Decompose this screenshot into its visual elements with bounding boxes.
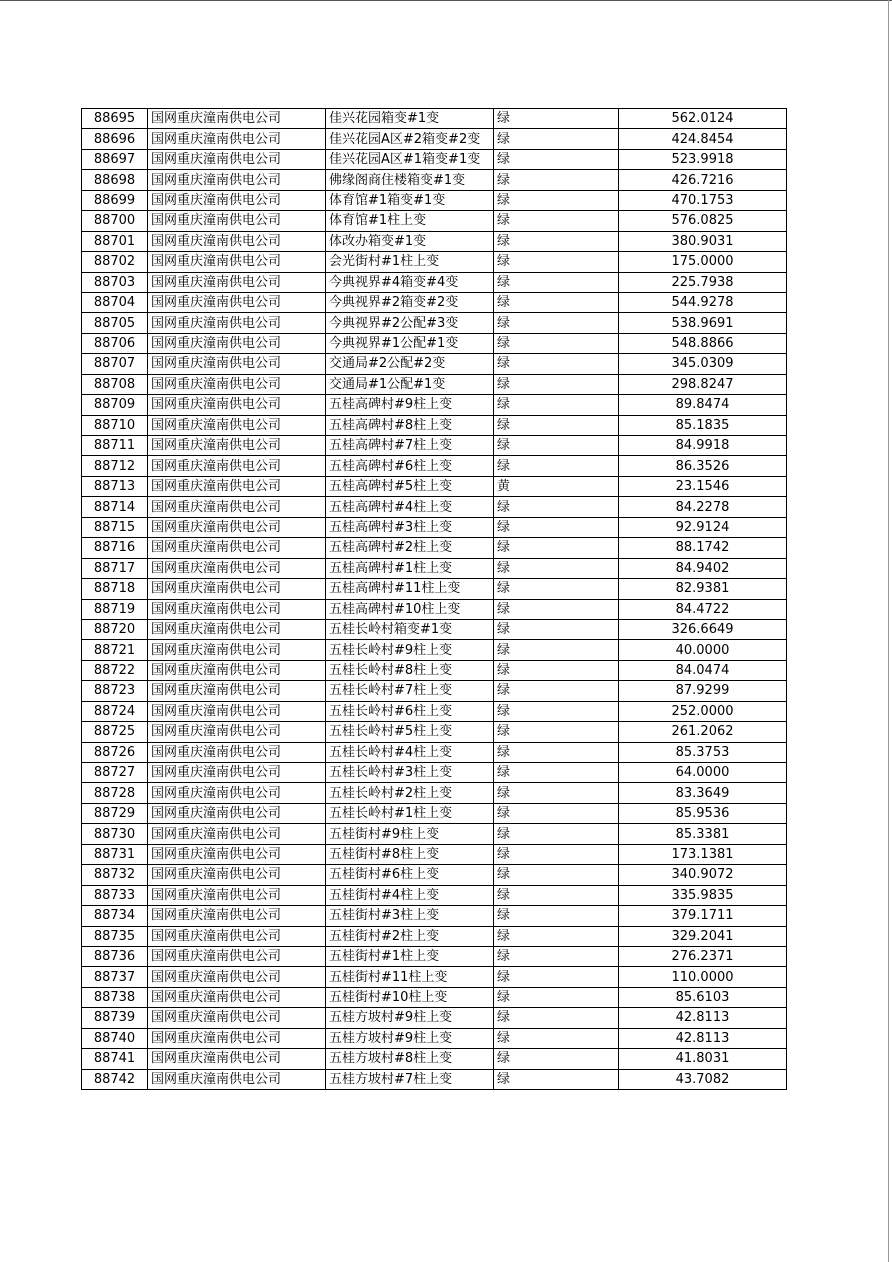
company-cell: 国网重庆潼南供电公司 — [148, 946, 326, 966]
row-id-cell: 88738 — [82, 987, 148, 1007]
station-name-cell: 五桂长岭村#7柱上变 — [326, 681, 494, 701]
value-cell: 175.0000 — [619, 252, 787, 272]
company-cell: 国网重庆潼南供电公司 — [148, 1008, 326, 1028]
value-cell: 88.1742 — [619, 538, 787, 558]
station-name-cell: 五桂街村#4柱上变 — [326, 885, 494, 905]
row-id-cell: 88741 — [82, 1049, 148, 1069]
value-cell: 85.6103 — [619, 987, 787, 1007]
status-cell: 绿 — [494, 660, 619, 680]
row-id-cell: 88742 — [82, 1069, 148, 1089]
table-row — [82, 844, 787, 864]
table-row — [82, 824, 787, 844]
company-cell: 国网重庆潼南供电公司 — [148, 660, 326, 680]
station-name-cell: 交通局#1公配#1变 — [326, 374, 494, 394]
value-cell: 548.8866 — [619, 333, 787, 353]
value-cell: 544.9278 — [619, 292, 787, 312]
station-name-cell: 五桂高碑村#7柱上变 — [326, 436, 494, 456]
value-cell: 85.1835 — [619, 415, 787, 435]
value-cell: 84.2278 — [619, 497, 787, 517]
page-top-border — [0, 0, 892, 1]
value-cell: 424.8454 — [619, 129, 787, 149]
value-cell: 340.9072 — [619, 865, 787, 885]
station-name-cell: 今典视界#2箱变#2变 — [326, 292, 494, 312]
status-cell: 绿 — [494, 742, 619, 762]
status-cell: 绿 — [494, 1008, 619, 1028]
company-cell: 国网重庆潼南供电公司 — [148, 1049, 326, 1069]
company-cell: 国网重庆潼南供电公司 — [148, 906, 326, 926]
company-cell: 国网重庆潼南供电公司 — [148, 926, 326, 946]
station-name-cell: 今典视界#4箱变#4变 — [326, 272, 494, 292]
row-id-cell: 88696 — [82, 129, 148, 149]
station-name-cell: 五桂长岭村#2柱上变 — [326, 783, 494, 803]
row-id-cell: 88695 — [82, 109, 148, 129]
row-id-cell: 88717 — [82, 558, 148, 578]
value-cell: 85.9536 — [619, 803, 787, 823]
table-row — [82, 456, 787, 476]
row-id-cell: 88705 — [82, 313, 148, 333]
station-name-cell: 五桂长岭村#9柱上变 — [326, 640, 494, 660]
station-name-cell: 五桂长岭村#8柱上变 — [326, 660, 494, 680]
table-row — [82, 170, 787, 190]
status-cell: 绿 — [494, 415, 619, 435]
status-cell: 绿 — [494, 538, 619, 558]
station-name-cell: 佳兴花园A区#1箱变#1变 — [326, 149, 494, 169]
company-cell: 国网重庆潼南供电公司 — [148, 701, 326, 721]
status-cell: 绿 — [494, 190, 619, 210]
value-cell: 85.3753 — [619, 742, 787, 762]
status-cell: 绿 — [494, 865, 619, 885]
company-cell: 国网重庆潼南供电公司 — [148, 456, 326, 476]
status-cell: 黄 — [494, 476, 619, 496]
table-row — [82, 497, 787, 517]
status-cell: 绿 — [494, 1028, 619, 1048]
row-id-cell: 88734 — [82, 906, 148, 926]
company-cell: 国网重庆潼南供电公司 — [148, 231, 326, 251]
status-cell: 绿 — [494, 558, 619, 578]
station-name-cell: 五桂长岭村#6柱上变 — [326, 701, 494, 721]
value-cell: 41.8031 — [619, 1049, 787, 1069]
company-cell: 国网重庆潼南供电公司 — [148, 803, 326, 823]
company-cell: 国网重庆潼南供电公司 — [148, 558, 326, 578]
table-row — [82, 354, 787, 374]
company-cell: 国网重庆潼南供电公司 — [148, 292, 326, 312]
table-row — [82, 579, 787, 599]
value-cell: 470.1753 — [619, 190, 787, 210]
company-cell: 国网重庆潼南供电公司 — [148, 1028, 326, 1048]
company-cell: 国网重庆潼南供电公司 — [148, 190, 326, 210]
value-cell: 83.3649 — [619, 783, 787, 803]
status-cell: 绿 — [494, 885, 619, 905]
company-cell: 国网重庆潼南供电公司 — [148, 517, 326, 537]
table-row — [82, 436, 787, 456]
value-cell: 84.9918 — [619, 436, 787, 456]
transformer-table — [81, 108, 787, 1090]
row-id-cell: 88708 — [82, 374, 148, 394]
company-cell: 国网重庆潼南供电公司 — [148, 599, 326, 619]
row-id-cell: 88737 — [82, 967, 148, 987]
table-row — [82, 803, 787, 823]
table-row — [82, 763, 787, 783]
value-cell: 84.0474 — [619, 660, 787, 680]
table-body — [82, 109, 787, 1090]
value-cell: 92.9124 — [619, 517, 787, 537]
row-id-cell: 88720 — [82, 619, 148, 639]
value-cell: 64.0000 — [619, 763, 787, 783]
table-row — [82, 1069, 787, 1089]
station-name-cell: 五桂长岭村箱变#1变 — [326, 619, 494, 639]
status-cell: 绿 — [494, 313, 619, 333]
row-id-cell: 88739 — [82, 1008, 148, 1028]
table-row — [82, 1049, 787, 1069]
value-cell: 380.9031 — [619, 231, 787, 251]
table-row — [82, 333, 787, 353]
company-cell: 国网重庆潼南供电公司 — [148, 313, 326, 333]
table-row — [82, 538, 787, 558]
company-cell: 国网重庆潼南供电公司 — [148, 497, 326, 517]
row-id-cell: 88710 — [82, 415, 148, 435]
company-cell: 国网重庆潼南供电公司 — [148, 211, 326, 231]
status-cell: 绿 — [494, 272, 619, 292]
row-id-cell: 88718 — [82, 579, 148, 599]
status-cell: 绿 — [494, 109, 619, 129]
station-name-cell: 体育馆#1柱上变 — [326, 211, 494, 231]
row-id-cell: 88735 — [82, 926, 148, 946]
value-cell: 82.9381 — [619, 579, 787, 599]
status-cell: 绿 — [494, 354, 619, 374]
row-id-cell: 88728 — [82, 783, 148, 803]
company-cell: 国网重庆潼南供电公司 — [148, 742, 326, 762]
table-row — [82, 313, 787, 333]
table-row — [82, 722, 787, 742]
row-id-cell: 88714 — [82, 497, 148, 517]
row-id-cell: 88740 — [82, 1028, 148, 1048]
table-row — [82, 640, 787, 660]
station-name-cell: 五桂街村#1柱上变 — [326, 946, 494, 966]
company-cell: 国网重庆潼南供电公司 — [148, 149, 326, 169]
station-name-cell: 五桂街村#10柱上变 — [326, 987, 494, 1007]
company-cell: 国网重庆潼南供电公司 — [148, 865, 326, 885]
station-name-cell: 体改办箱变#1变 — [326, 231, 494, 251]
status-cell: 绿 — [494, 129, 619, 149]
status-cell: 绿 — [494, 1069, 619, 1089]
status-cell: 绿 — [494, 967, 619, 987]
value-cell: 85.3381 — [619, 824, 787, 844]
value-cell: 538.9691 — [619, 313, 787, 333]
table-row — [82, 967, 787, 987]
row-id-cell: 88698 — [82, 170, 148, 190]
row-id-cell: 88712 — [82, 456, 148, 476]
status-cell: 绿 — [494, 844, 619, 864]
station-name-cell: 五桂街村#2柱上变 — [326, 926, 494, 946]
company-cell: 国网重庆潼南供电公司 — [148, 109, 326, 129]
status-cell: 绿 — [494, 803, 619, 823]
table-row — [82, 906, 787, 926]
table-row — [82, 129, 787, 149]
company-cell: 国网重庆潼南供电公司 — [148, 844, 326, 864]
status-cell: 绿 — [494, 599, 619, 619]
station-name-cell: 五桂方坡村#8柱上变 — [326, 1049, 494, 1069]
status-cell: 绿 — [494, 333, 619, 353]
status-cell: 绿 — [494, 395, 619, 415]
table-row — [82, 599, 787, 619]
table-row — [82, 149, 787, 169]
station-name-cell: 五桂长岭村#5柱上变 — [326, 722, 494, 742]
station-name-cell: 佳兴花园A区#2箱变#2变 — [326, 129, 494, 149]
value-cell: 110.0000 — [619, 967, 787, 987]
value-cell: 86.3526 — [619, 456, 787, 476]
table-row — [82, 109, 787, 129]
station-name-cell: 五桂高碑村#6柱上变 — [326, 456, 494, 476]
value-cell: 252.0000 — [619, 701, 787, 721]
value-cell: 42.8113 — [619, 1008, 787, 1028]
value-cell: 298.8247 — [619, 374, 787, 394]
value-cell: 329.2041 — [619, 926, 787, 946]
table-row — [82, 783, 787, 803]
row-id-cell: 88702 — [82, 252, 148, 272]
station-name-cell: 五桂高碑村#5柱上变 — [326, 476, 494, 496]
table-row — [82, 660, 787, 680]
row-id-cell: 88730 — [82, 824, 148, 844]
row-id-cell: 88709 — [82, 395, 148, 415]
value-cell: 523.9918 — [619, 149, 787, 169]
company-cell: 国网重庆潼南供电公司 — [148, 395, 326, 415]
station-name-cell: 五桂高碑村#2柱上变 — [326, 538, 494, 558]
status-cell: 绿 — [494, 824, 619, 844]
row-id-cell: 88719 — [82, 599, 148, 619]
station-name-cell: 五桂长岭村#1柱上变 — [326, 803, 494, 823]
table-row — [82, 374, 787, 394]
company-cell: 国网重庆潼南供电公司 — [148, 538, 326, 558]
status-cell: 绿 — [494, 763, 619, 783]
company-cell: 国网重庆潼南供电公司 — [148, 885, 326, 905]
table-row — [82, 926, 787, 946]
table-row — [82, 415, 787, 435]
status-cell: 绿 — [494, 252, 619, 272]
company-cell: 国网重庆潼南供电公司 — [148, 333, 326, 353]
value-cell: 426.7216 — [619, 170, 787, 190]
value-cell: 23.1546 — [619, 476, 787, 496]
station-name-cell: 五桂街村#11柱上变 — [326, 967, 494, 987]
company-cell: 国网重庆潼南供电公司 — [148, 476, 326, 496]
status-cell: 绿 — [494, 783, 619, 803]
status-cell: 绿 — [494, 1049, 619, 1069]
station-name-cell: 今典视界#2公配#3变 — [326, 313, 494, 333]
status-cell: 绿 — [494, 456, 619, 476]
station-name-cell: 五桂方坡村#9柱上变 — [326, 1008, 494, 1028]
row-id-cell: 88721 — [82, 640, 148, 660]
status-cell: 绿 — [494, 211, 619, 231]
company-cell: 国网重庆潼南供电公司 — [148, 824, 326, 844]
status-cell: 绿 — [494, 987, 619, 1007]
status-cell: 绿 — [494, 946, 619, 966]
table-row — [82, 252, 787, 272]
station-name-cell: 五桂高碑村#3柱上变 — [326, 517, 494, 537]
table-row — [82, 885, 787, 905]
company-cell: 国网重庆潼南供电公司 — [148, 579, 326, 599]
table-row — [82, 1008, 787, 1028]
company-cell: 国网重庆潼南供电公司 — [148, 681, 326, 701]
company-cell: 国网重庆潼南供电公司 — [148, 436, 326, 456]
value-cell: 562.0124 — [619, 109, 787, 129]
status-cell: 绿 — [494, 497, 619, 517]
company-cell: 国网重庆潼南供电公司 — [148, 170, 326, 190]
company-cell: 国网重庆潼南供电公司 — [148, 272, 326, 292]
table-row — [82, 742, 787, 762]
row-id-cell: 88713 — [82, 476, 148, 496]
station-name-cell: 五桂高碑村#10柱上变 — [326, 599, 494, 619]
station-name-cell: 佳兴花园箱变#1变 — [326, 109, 494, 129]
table-row — [82, 395, 787, 415]
status-cell: 绿 — [494, 681, 619, 701]
status-cell: 绿 — [494, 292, 619, 312]
row-id-cell: 88715 — [82, 517, 148, 537]
row-id-cell: 88707 — [82, 354, 148, 374]
table-row — [82, 272, 787, 292]
station-name-cell: 今典视界#1公配#1变 — [326, 333, 494, 353]
table-row — [82, 211, 787, 231]
status-cell: 绿 — [494, 149, 619, 169]
table-row — [82, 681, 787, 701]
station-name-cell: 五桂街村#3柱上变 — [326, 906, 494, 926]
company-cell: 国网重庆潼南供电公司 — [148, 374, 326, 394]
row-id-cell: 88726 — [82, 742, 148, 762]
company-cell: 国网重庆潼南供电公司 — [148, 763, 326, 783]
row-id-cell: 88736 — [82, 946, 148, 966]
station-name-cell: 交通局#2公配#2变 — [326, 354, 494, 374]
station-name-cell: 五桂长岭村#4柱上变 — [326, 742, 494, 762]
value-cell: 84.4722 — [619, 599, 787, 619]
status-cell: 绿 — [494, 906, 619, 926]
status-cell: 绿 — [494, 231, 619, 251]
value-cell: 43.7082 — [619, 1069, 787, 1089]
value-cell: 335.9835 — [619, 885, 787, 905]
status-cell: 绿 — [494, 374, 619, 394]
row-id-cell: 88703 — [82, 272, 148, 292]
status-cell: 绿 — [494, 701, 619, 721]
row-id-cell: 88701 — [82, 231, 148, 251]
table-row — [82, 231, 787, 251]
station-name-cell: 体育馆#1箱变#1变 — [326, 190, 494, 210]
station-name-cell: 五桂高碑村#9柱上变 — [326, 395, 494, 415]
value-cell: 173.1381 — [619, 844, 787, 864]
company-cell: 国网重庆潼南供电公司 — [148, 722, 326, 742]
table-row — [82, 190, 787, 210]
table-row — [82, 946, 787, 966]
row-id-cell: 88700 — [82, 211, 148, 231]
table-row — [82, 292, 787, 312]
value-cell: 84.9402 — [619, 558, 787, 578]
row-id-cell: 88697 — [82, 149, 148, 169]
value-cell: 40.0000 — [619, 640, 787, 660]
value-cell: 345.0309 — [619, 354, 787, 374]
company-cell: 国网重庆潼南供电公司 — [148, 129, 326, 149]
status-cell: 绿 — [494, 722, 619, 742]
company-cell: 国网重庆潼南供电公司 — [148, 967, 326, 987]
value-cell: 42.8113 — [619, 1028, 787, 1048]
station-name-cell: 五桂长岭村#3柱上变 — [326, 763, 494, 783]
value-cell: 225.7938 — [619, 272, 787, 292]
row-id-cell: 88706 — [82, 333, 148, 353]
station-name-cell: 五桂高碑村#11柱上变 — [326, 579, 494, 599]
row-id-cell: 88704 — [82, 292, 148, 312]
station-name-cell: 五桂街村#6柱上变 — [326, 865, 494, 885]
row-id-cell: 88699 — [82, 190, 148, 210]
value-cell: 576.0825 — [619, 211, 787, 231]
company-cell: 国网重庆潼南供电公司 — [148, 354, 326, 374]
table-row — [82, 701, 787, 721]
table-row — [82, 619, 787, 639]
row-id-cell: 88724 — [82, 701, 148, 721]
row-id-cell: 88729 — [82, 803, 148, 823]
table-row — [82, 987, 787, 1007]
row-id-cell: 88733 — [82, 885, 148, 905]
station-name-cell: 五桂高碑村#1柱上变 — [326, 558, 494, 578]
company-cell: 国网重庆潼南供电公司 — [148, 1069, 326, 1089]
status-cell: 绿 — [494, 436, 619, 456]
row-id-cell: 88727 — [82, 763, 148, 783]
value-cell: 326.6649 — [619, 619, 787, 639]
page-right-border — [888, 0, 889, 1262]
company-cell: 国网重庆潼南供电公司 — [148, 783, 326, 803]
value-cell: 276.2371 — [619, 946, 787, 966]
station-name-cell: 会光街村#1柱上变 — [326, 252, 494, 272]
station-name-cell: 五桂方坡村#9柱上变 — [326, 1028, 494, 1048]
row-id-cell: 88716 — [82, 538, 148, 558]
row-id-cell: 88731 — [82, 844, 148, 864]
station-name-cell: 五桂街村#8柱上变 — [326, 844, 494, 864]
company-cell: 国网重庆潼南供电公司 — [148, 252, 326, 272]
station-name-cell: 五桂方坡村#7柱上变 — [326, 1069, 494, 1089]
station-name-cell: 佛缘阁商住楼箱变#1变 — [326, 170, 494, 190]
company-cell: 国网重庆潼南供电公司 — [148, 619, 326, 639]
row-id-cell: 88725 — [82, 722, 148, 742]
company-cell: 国网重庆潼南供电公司 — [148, 640, 326, 660]
row-id-cell: 88722 — [82, 660, 148, 680]
value-cell: 379.1711 — [619, 906, 787, 926]
station-name-cell: 五桂高碑村#4柱上变 — [326, 497, 494, 517]
value-cell: 261.2062 — [619, 722, 787, 742]
station-name-cell: 五桂高碑村#8柱上变 — [326, 415, 494, 435]
status-cell: 绿 — [494, 517, 619, 537]
table-row — [82, 476, 787, 496]
table-row — [82, 517, 787, 537]
company-cell: 国网重庆潼南供电公司 — [148, 987, 326, 1007]
status-cell: 绿 — [494, 170, 619, 190]
table-row — [82, 1028, 787, 1048]
row-id-cell: 88711 — [82, 436, 148, 456]
table-row — [82, 865, 787, 885]
company-cell: 国网重庆潼南供电公司 — [148, 415, 326, 435]
status-cell: 绿 — [494, 640, 619, 660]
station-name-cell: 五桂街村#9柱上变 — [326, 824, 494, 844]
status-cell: 绿 — [494, 579, 619, 599]
value-cell: 87.9299 — [619, 681, 787, 701]
table-row — [82, 558, 787, 578]
status-cell: 绿 — [494, 619, 619, 639]
status-cell: 绿 — [494, 926, 619, 946]
row-id-cell: 88732 — [82, 865, 148, 885]
row-id-cell: 88723 — [82, 681, 148, 701]
value-cell: 89.8474 — [619, 395, 787, 415]
